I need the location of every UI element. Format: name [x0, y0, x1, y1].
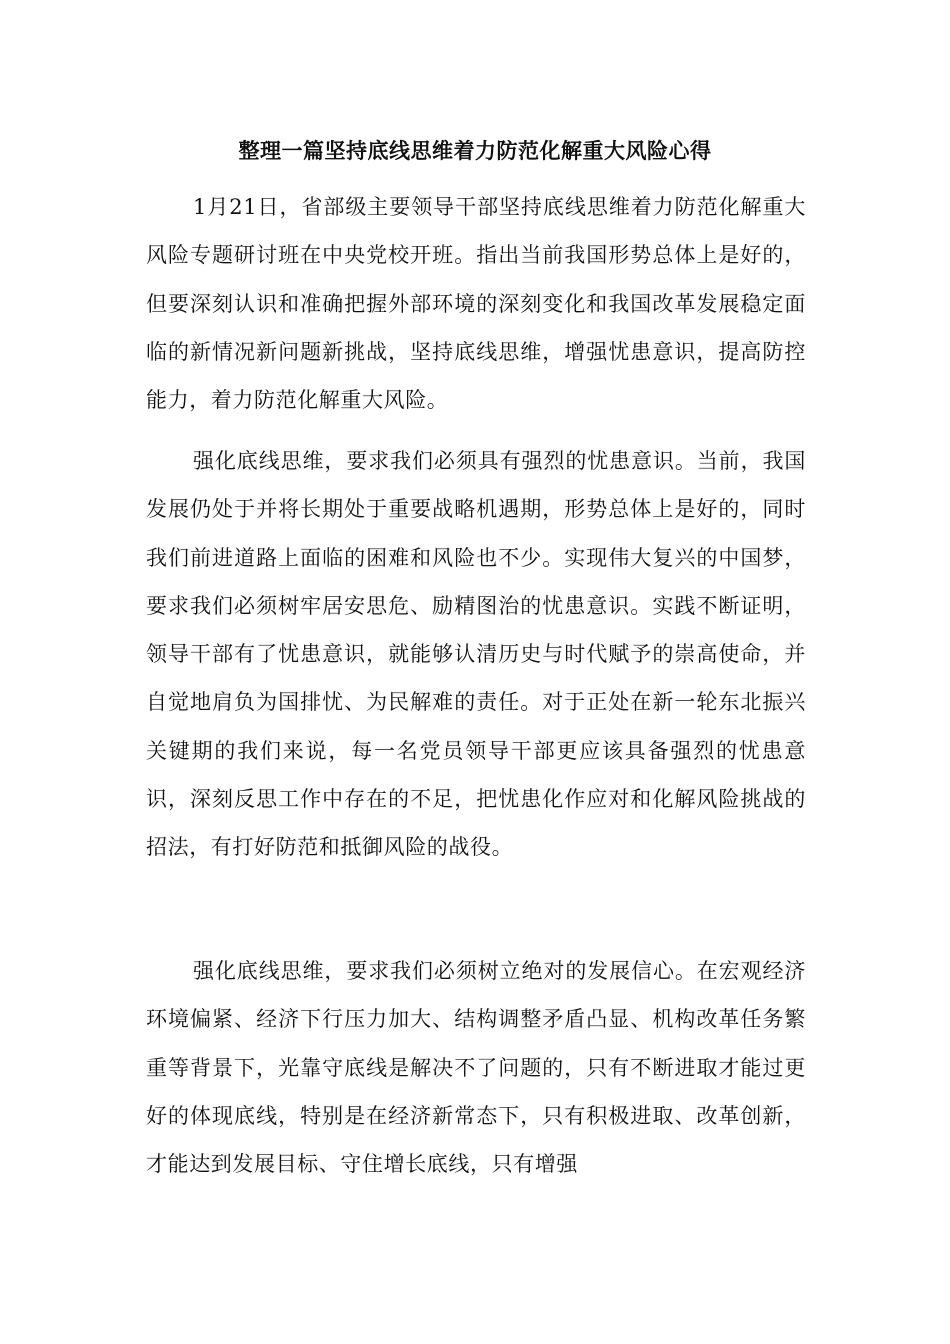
- paragraph-intro: 1月21日，省部级主要领导干部坚持底线思维着力防范化解重大风险专题研讨班在中央党校开班。指出当前我国形势总体上是好的，但要深刻认识和准确把握外部环境的深刻变化和我国改革发展稳定面临的新情况新问题新挑战，坚持底线思维，增强忧患意识，提高防控能力，着力防范化解重大风险。: [146, 195, 806, 413]
- document-title: 整理一篇坚持底线思维着力防范化解重大风险心得: [238, 138, 712, 163]
- paragraph-sense-of-crisis: 强化底线思维，要求我们必须具有强烈的忧患意识。当前，我国发展仍处于并将长期处于重要战略机遇期，形势总体上是好的，同时我们前进道路上面临的困难和风险也不少。实现伟大复兴的中国梦，要求我们必须树牢居安思危、励精图治的忧患意识。实践不断证明，领导干部有了忧患意识，就能够认清历史与时代赋予的崇高使命，并自觉地肩负为国排忧、为民解难的责任。对于正处在新一轮东北振兴关键期的我们来说，每一名党员领导干部更应该具备强烈的忧患意识，深刻反思工作中存在的不足，把忧患化作应对和化解风险挑战的招法，有打好防范和抵御风险的战役。: [146, 449, 806, 860]
- paragraph-development-confidence: 强化底线思维，要求我们必须树立绝对的发展信心。在宏观经济环境偏紧、经济下行压力加大、结构调整矛盾凸显、机构改革任务繁重等背景下，光靠守底线是解决不了问题的，只有不断进取才能过更好的体现底线，特别是在经济新常态下，只有积极进取、改革创新，才能达到发展目标、守住增长底线，只有增强: [146, 959, 806, 1177]
